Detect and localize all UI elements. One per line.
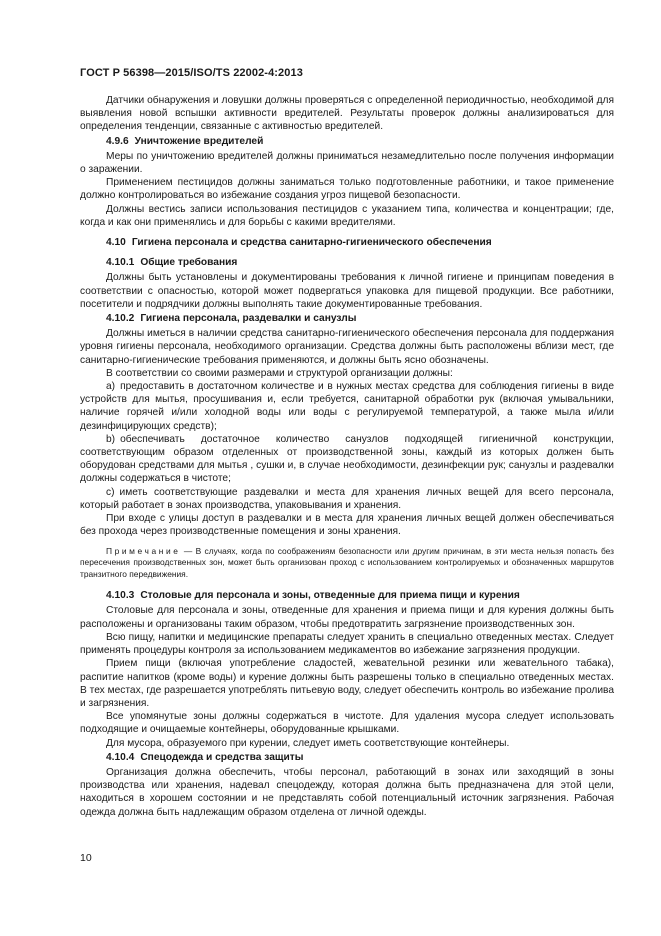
list-item — [80, 433, 614, 486]
list-item-text: иметь соответствующие раздевалки и места для хранения личных вещей для всего персонала, который работает в зонах производства, упаковывания и хранения. — [80, 486, 614, 511]
body-text — [80, 94, 614, 819]
paragraph: Прием пищи (включая употребление сладостей, жевательной резинки или жевательного табака), распитие напитков (кроме воды) и курение должны быть разрешены только в специально отведенных местах. В тех местах, где разрешается употреблять питьевую воду, следует обеспечить контроль во избежание пролива и загрязнения. — [80, 658, 614, 709]
note-text: — В случаях, когда по соображениям безопасности или другим причинам, в эти места нельзя попасть без пересечения производственных зон, может быть организован проход с использованием контролируемых и обозначенных маршрутов транзитного передвижения. — [80, 545, 614, 579]
note — [80, 546, 614, 581]
paragraph: Все упомянутые зоны должны содержаться в чистоте. Для удаления мусора следует использовать подходящие и очищаемые контейнеры, оборудованные крышками. — [80, 711, 614, 736]
section-title: Общие требования — [140, 257, 238, 269]
section-title: Столовые для персонала и зоны, отведенные для приема пищи и курения — [140, 590, 520, 602]
section-number: 4.10.2 — [106, 313, 135, 325]
paragraph: Меры по уничтожению вредителей должны приниматься незамедлительно после получения информации о заражении. — [80, 150, 614, 176]
section-4-9-6-heading — [80, 135, 614, 148]
section-number: 4.10.1 — [106, 257, 135, 269]
section-title: Спецодежда и средства защиты — [140, 751, 304, 763]
list-item — [80, 486, 614, 512]
page-number: 10 — [80, 852, 92, 864]
paragraph: Организация должна обеспечить, чтобы персонал, работающий в зонах или заходящий в зоны производства или хранения, надевал спецодежду, которая должна быть предназначена для этой цели, находиться в хорошем состоянии и не представлять собой потенциальный источник загрязнения. Рабочая одежда должна быть надлежащим образом отделена от личной одежды. — [80, 766, 614, 818]
note-label: Примечание — [106, 545, 181, 556]
section-4-10-heading — [80, 236, 614, 249]
list-item — [80, 380, 614, 433]
section-number: 4.9.6 — [106, 135, 129, 147]
section-title: Уничтожение вредителей — [134, 135, 264, 147]
list-marker: c) — [106, 486, 115, 498]
paragraph: Должны быть установлены и документированы требования к личной гигиене и принципам поведения в соответствии с опасностью, которой может подвергаться упаковка для пищевой продукции. Все работники, посетители и подрядчики должны выполнять такие документированные требования. — [80, 272, 614, 310]
section-number: 4.10 — [106, 237, 126, 249]
section-number: 4.10.4 — [106, 751, 135, 763]
list-marker: b) — [106, 433, 116, 445]
list-marker: а) — [106, 381, 116, 393]
paragraph: Должны вестись записи использования пестицидов с указанием типа, количества и концентрации; где, когда и как они применялись и для борьбы с какими вредителями. — [80, 203, 614, 228]
paragraph: Всю пищу, напитки и медицинские препараты следует хранить в специально отведенных местах. Следует применять процедуры контроля за использованием медикаментов во избежание загрязнения продукции. — [80, 631, 614, 657]
paragraph: При входе с улицы доступ в раздевалки и в места для хранения личных вещей должен обеспечиваться без прохода через производственные помещения и зоны хранения. — [80, 513, 614, 538]
section-4-10-3-heading — [80, 589, 614, 602]
paragraph: Для мусора, образуемого при курении, следует иметь соответствующие контейнеры. — [106, 737, 510, 749]
section-4-10-2-heading — [80, 312, 614, 325]
document-header: ГОСТ Р 56398—2015/ISO/TS 22002-4:2013 — [80, 67, 303, 79]
paragraph: Столовые для персонала и зоны, отведенные для хранения и приема пищи и для курения должны быть расположены и организованы таким образом, чтобы предотвратить загрязнение производственных зон. — [80, 605, 614, 630]
list-item-text: предоставить в достаточном количестве и в нужных местах средства для соблюдения гигиены в виде устройств для мытья, просушивания и, если требуется, санитарной обработки рук (включая умывальники, наличие горячей и/или холодной воды или воды с регулируемой температурой, а также мыла и/или дезинфицирующих средств); — [80, 381, 614, 432]
section-4-10-1-heading — [80, 256, 614, 269]
section-number: 4.10.3 — [106, 590, 135, 602]
paragraph: В соответствии со своими размерами и структурой организации должны: — [106, 367, 453, 379]
paragraph: Применением пестицидов должны заниматься только подготовленные работники, и такое применение должно контролироваться во избежание создания угроз пищевой безопасности. — [80, 177, 614, 202]
section-title: Гигиена персонала и средства санитарно-гигиенического обеспечения — [131, 237, 492, 249]
list-item-text: обеспечивать достаточное количество санузлов подходящей гигиеничной конструкции, соответствующим образом отделенных от производственной зоны, каждый из которых должен быть оборудован средствами для мытья , сушки и, в случае необходимости, дезинфекции рук; санузлы и раздевалки должны содержаться в чистоте; — [80, 433, 614, 485]
section-4-10-4-heading — [80, 751, 614, 764]
section-title: Гигиена персонала, раздевалки и санузлы — [140, 313, 357, 325]
intro-paragraph: Датчики обнаружения и ловушки должны проверяться с определенной периодичностью, необходимой для выявления новой вспышки активности вредителей. Результаты проверок должны анализироваться для определения тенденции, связанные с активностью вредителей. — [80, 95, 614, 133]
paragraph: Должны иметься в наличии средства санитарно-гигиенического обеспечения персонала для поддержания уровня гигиены персонала, необходимого организации. Средства должны быть расположены вблизи мест, где санитарно-гигиенические требования применяются, и должны быть ясно обозначены. — [80, 328, 614, 366]
